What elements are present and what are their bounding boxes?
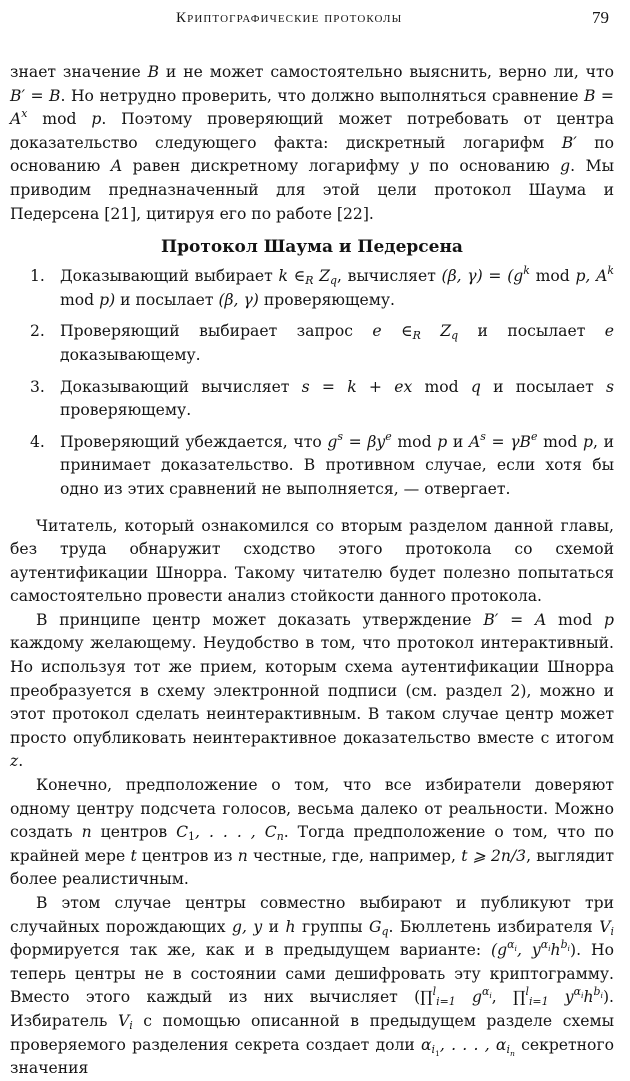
- protocol-step: 2. Проверяющий выбирает запрос e $\in_R$ $Z_q$ и посылает e доказывающему.: [30, 322, 615, 364]
- paragraph-intro: знает значение B и не может самостоятельно выяснить, верно ли, что B′ = B. Но нетрудно проверить, что должно выполняться сравнение $B = A^x$ mod p. Поэтому проверяющий может потребовать от центра доказательство следующего факта: дискретный логарифм B′ по основанию A равен дискретному логарифму y по основанию g. Мы приводим предназначенный для этой цели протокол Шаума и Педерсена [21], цитируя его по работе [22].: [10, 63, 614, 223]
- protocol-step: 4. Проверяющий убеждается, что $g^s = \beta y^e$ mod p и $A^s = \gamma B^e$ mod p, и принимает доказательство. В противном случае, если хотя бы одно из этих сравнений не выполняется, — отвергает.: [30, 429, 614, 498]
- paragraph-centers: Конечно, предположение о том, что все избиратели доверяют одному центру подсчета голосов, весьма далеко от реальности. Можно создать n центров $C_1$, . . . , $C_n$. Тогда предположение о том, что по крайней мере t центров из n честные, где, например, t ⩾ 2n/3, выглядит более реалистичным.: [10, 776, 614, 889]
- protocol-steps: [10, 265, 614, 501]
- running-head: Криптографические протоколы: [176, 10, 403, 26]
- protocol-title: Протокол Шаума и Педерсена: [161, 237, 463, 258]
- page-header: [0, 8, 630, 32]
- paragraph-noninteractive: В принципе центр может доказать утверждение B′ = A mod p каждому желающему. Неудобство в том, что протокол интерактивный. Но используя тот же прием, которым схема аутентификации Шнорра преобразуется в схему электронной подписи (см. раздел 2), можно и этот протокол сделать неинтерактивным. В таком случае центр может просто опубликовать неинтерактивное доказательство вместе с итогом z.: [10, 610, 614, 771]
- paragraph-joint-generators: В этом случае центры совместно выбирают и публикуют три случайных порождающих g, y и h группы $G_q$. Бюллетень избирателя $V_i$ формируется так же, как и в предыдущем варианте: ($g^{\alpha_i}$, $y^{\alpha_i}h^{b_i}$). Но теперь центры не в состоянии сами дешифровать эту криптограмму. Вместо этого каждый из них вычисляет (∏$^l_{i=1}$ $g^{\alpha_i}$, ∏$^l_{i=1}$ $y^{\alpha_i}h^{b_i}$). Избиратель $V_i$ с помощью описанной в предыдущем разделе схемы проверяемого разделения секрета создает доли $\alpha_{i_1}$, . . . , $\alpha_{i_n}$ секретного значения: [10, 894, 615, 1078]
- protocol-step: 3. Доказывающий вычисляет s = k + ex mod q и посылает s проверяющему.: [30, 377, 614, 420]
- paragraph-reader: Читатель, который ознакомился со вторым разделом данной главы, без труда обнаружит сходство этого протокола со схемой аутентификации Шнорра. Такому читателю будет полезно попытаться самостоятельно провести анализ стойкости данного протокола.: [10, 516, 614, 606]
- page-number: 79: [592, 8, 609, 27]
- page-body: [10, 61, 614, 1081]
- protocol-step: 1. Доказывающий выбирает k $\in_R$ $Z_q$, вычисляет (β, $\gamma) = (g^k$ mod p, $A^k$ mod p) и посылает (β, γ) проверяющему.: [30, 264, 614, 309]
